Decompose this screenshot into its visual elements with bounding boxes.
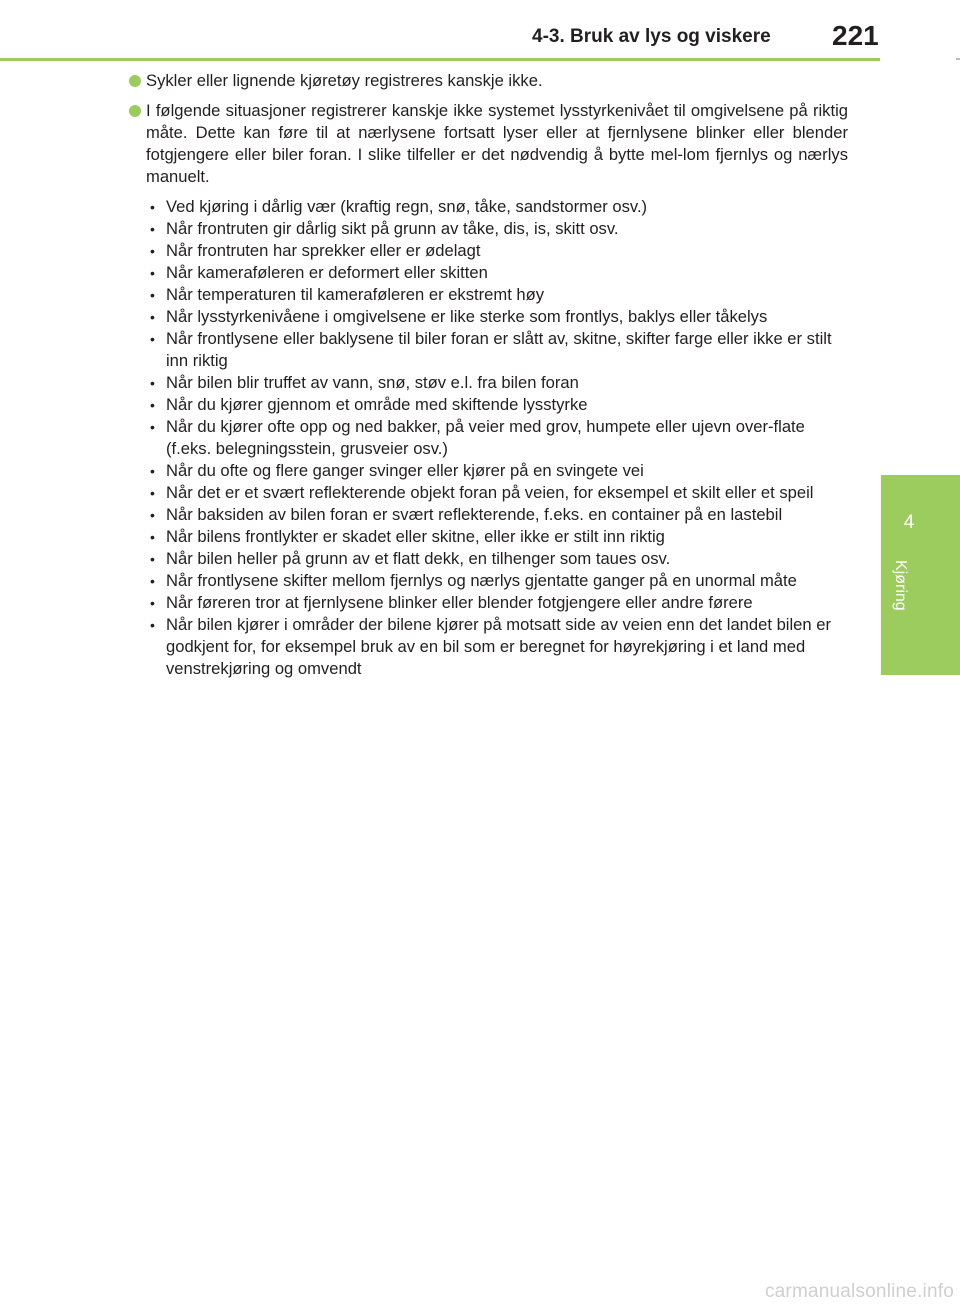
chapter-number: 4 [903,512,915,533]
list-item: • Når bilen heller på grunn av et flatt dekk, en tilhenger som taues osv. [148,548,848,570]
section-title: 4-3. Bruk av lys og viskere [532,26,771,47]
list-item: • Når føreren tror at fjernlysene blinker eller blender fotgjengere eller andre førere [148,592,848,614]
list-item: • Når bilens frontlykter er skadet eller skitne, eller ikke er stilt inn riktig [148,526,848,548]
main-content [128,70,848,680]
list-item: • Når du kjører ofte opp og ned bakker, på veier med grov, humpete eller ujevn over-flate (f.eks. belegningsstein, grusveier osv.) [148,416,848,460]
chapter-label: Kjøring [892,560,909,611]
list-item: • Når frontruten har sprekker eller er ødelagt [148,240,848,262]
list-item: • Når frontruten gir dårlig sikt på grunn av tåke, dis, is, skitt osv. [148,218,848,240]
header-divider [0,58,880,61]
list-item: • Når du kjører gjennom et område med skiftende lysstyrke [148,394,848,416]
bullet-text: Sykler eller lignende kjøretøy registreres kanskje ikke. [146,71,543,90]
list-item: • Når lysstyrkenivåene i omgivelsene er like sterke som frontlys, baklys eller tåkelys [148,306,848,328]
list-item: • Når det er et svært reflekterende objekt foran på veien, for eksempel et skilt eller et speil [148,482,848,504]
page-number: 221 [832,20,879,51]
bullet-paragraph [128,100,848,188]
bullet-text: I følgende situasjoner registrerer kanskje ikke systemet lysstyrkenivået til omgivelsene på riktig måte. Dette kan føre til at nærlysene fortsatt lyser eller at fjernlysene blinker eller blender fotgjengere eller biler foran. I slike tilfeller er det nødvendig å bytte mel-lom fjernlys og nærlys manuelt. [146,101,848,186]
list-item: • Når bilen blir truffet av vann, snø, støv e.l. fra bilen foran [148,372,848,394]
list-item: • Når du ofte og flere ganger svinger eller kjører på en svingete vei [148,460,848,482]
bullet-dot-icon [129,75,141,87]
list-item: • Når bilen kjører i områder der bilene kjører på motsatt side av veien enn det landet bilen er godkjent for, for eksempel bruk av en bil som er beregnet for høyrekjøring i et land med venstrekjøring og omvendt [148,614,848,680]
chapter-side-tab [881,475,960,675]
list-item: • Når baksiden av bilen foran er svært reflekterende, f.eks. en container på en lastebil [148,504,848,526]
list-item: • Ved kjøring i dårlig vær (kraftig regn, snø, tåke, sandstormer osv.) [148,196,848,218]
watermark: carmanualsonline.info [764,1281,954,1302]
bullet-dot-icon [129,105,141,117]
list-item: • Når frontlysene eller baklysene til biler foran er slått av, skitne, skifter farge eller ikke er stilt inn riktig [148,328,848,372]
list-item: • Når kameraføleren er deformert eller skitten [148,262,848,284]
bullet-paragraph [128,70,848,92]
situation-list [128,196,848,680]
list-item: • Når temperaturen til kameraføleren er ekstremt høy [148,284,848,306]
list-item: • Når frontlysene skifter mellom fjernlys og nærlys gjentatte ganger på en unormal måte [148,570,848,592]
crop-mark [956,58,960,60]
